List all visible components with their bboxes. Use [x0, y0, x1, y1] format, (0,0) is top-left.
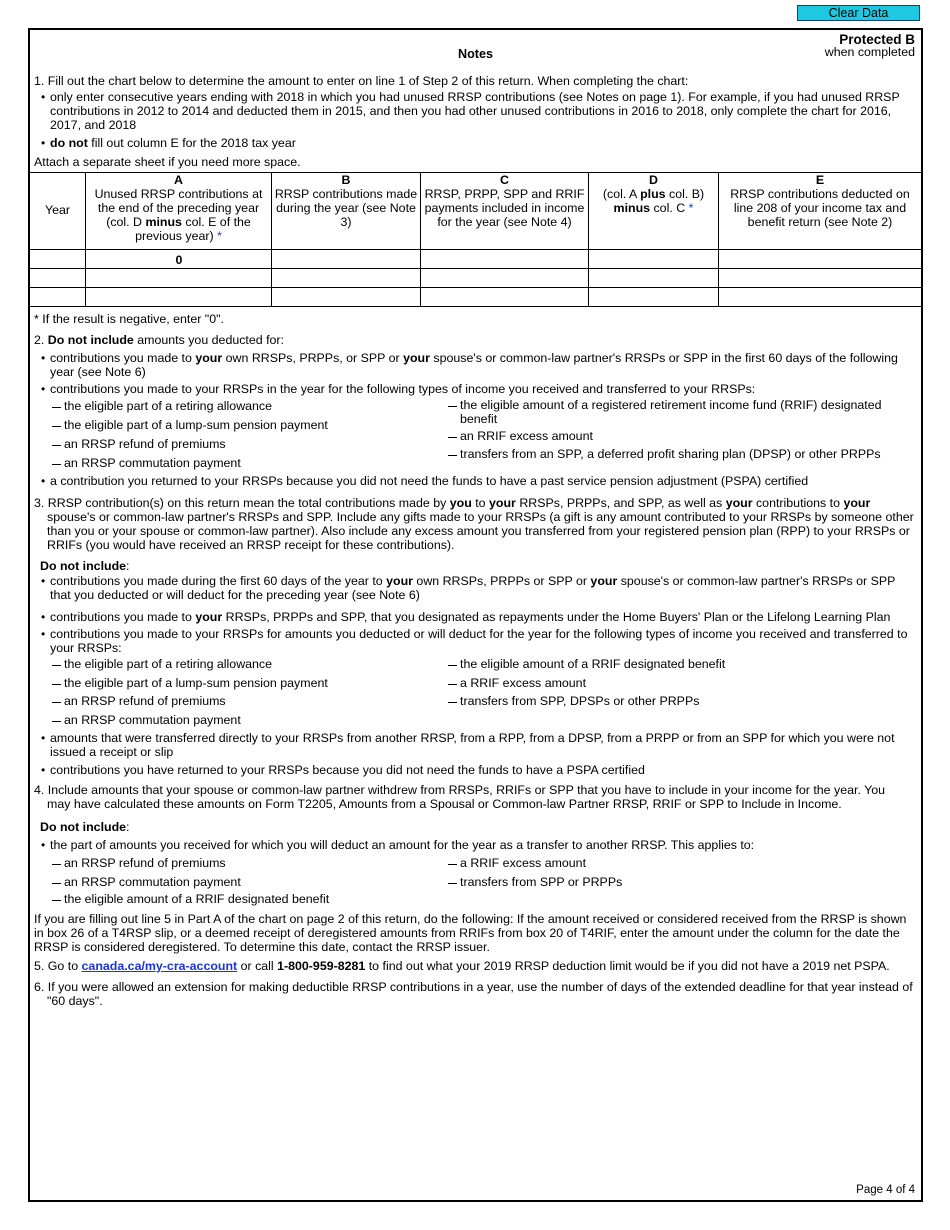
note3-bullet1: • contributions you made during the first 60 days of the year to your own RRSPs, PRPPs or SPP or your spouse's or common-law partner's RRSPs or SPP that you deducted or will deduct for the preceding year (see Note 6) [50, 574, 895, 602]
page-number: Page 4 of 4 [856, 1184, 915, 1196]
row1-col-a-value: 0 [175, 253, 183, 267]
table-rule [30, 306, 921, 307]
table-rule [30, 287, 921, 288]
note3-do-not-include: Do not include: [40, 559, 130, 573]
note4-right-item: a RRIF excess amount [460, 856, 587, 870]
note2-right-item: the eligible amount of a registered retirement income fund (RRIF) designated benefit [460, 398, 882, 426]
note4-bullet1: • the part of amounts you received for which you will deduct an amount for the year as a transfer to another RRSP. This applies to: [50, 838, 754, 852]
note4-do-not-include: Do not include: [40, 820, 130, 834]
note3-bullet5: • contributions you have returned to your RRSPs because you did not need the funds to have a PSPA certified [50, 763, 645, 777]
note3-left-item: the eligible part of a lump-sum pension payment [64, 676, 328, 690]
clear-data-button[interactable]: Clear Data [797, 5, 920, 21]
note5-paragraph: 5. Go to canada.ca/my-cra-account or call 1-800-959-8281 to find out what your 2019 RRSP deduction limit would be if you did not have a 2019 net PSPA. [34, 959, 890, 973]
protected-b: Protected B [839, 32, 915, 47]
note3-paragraph: 3. RRSP contribution(s) on this return mean the total contributions made by you to your RRSPs, PRPPs, and SPP, as well as your contributions to your spouse's or common-law partner's RRSPs and SPP. Include any gifts made to your RRSPs (a gift is any amount contributed to your RRSPs by someone other than you or your spouse or common-law partner). Also include any excess amount you transferred from your registered pension plan (RPP) to your RRSPs or RRIFs (you would have received an RRSP receipt for these contributions). [34, 496, 914, 552]
table-rule [30, 268, 921, 269]
col-a-header: A Unused RRSP contributions at the end of the preceding year (col. D minus col. E of the previous year) * [94, 173, 263, 243]
note3-right-item: a RRIF excess amount [460, 676, 587, 690]
note2-right-item: transfers from an SPP, a deferred profit sharing plan (DPSP) or other PRPPs [460, 447, 881, 461]
note2-right-item: an RRIF excess amount [460, 429, 593, 443]
note2-heading: 2. Do not include amounts you deducted for: [34, 333, 284, 347]
note2-left-item: the eligible part of a lump-sum pension payment [64, 418, 328, 432]
note4-left-item: the eligible amount of a RRIF designated benefit [64, 892, 330, 906]
col-c-header: C RRSP, PRPP, SPP and RRIF payments included in income for the year (see Note 4) [424, 173, 585, 229]
table-rule [30, 249, 921, 250]
form-page [28, 28, 923, 1202]
page-title: Notes [458, 47, 493, 61]
note2-left-item: the eligible part of a retiring allowance [64, 399, 273, 413]
note1-attach: Attach a separate sheet if you need more space. [34, 155, 301, 169]
note6-paragraph: 6. If you were allowed an extension for making deductible RRSP contributions in a year, use the number of days of the extended deadline for that year instead of "60 days". [34, 980, 913, 1008]
note3-left-item: an RRSP refund of premiums [64, 694, 226, 708]
note4-paragraph: 4. Include amounts that your spouse or common-law partner withdrew from RRSPs, RRIFs or SPP that you have to include in your income for the year. You may have calculated these amounts on Form T2205, Amounts from a Spousal or Common-law Partner RRSP, RRIF or SPP to Include in Income. [34, 783, 886, 811]
note1-bullet2: • do not fill out column E for the 2018 tax year [50, 136, 296, 150]
note3-left-item: an RRSP commutation payment [64, 713, 241, 727]
note3-bullet4: • amounts that were transferred directly to your RRSPs from another RRSP, from a RPP, from a DPSP, from a PRPP or from an SPP for which you were not issued a receipt or slip [50, 731, 895, 759]
note1-bullet1: • only enter consecutive years ending with 2018 in which you had unused RRSP contributions (see Notes on page 1). For example, if you had unused RRSP contributions in 2012 to 2014 and deducted them in 2015, and then you had other unused contributions in 2016 to 2018, only complete the chart for 2016, 2017, and 2018 [50, 90, 900, 132]
note2-left-item: an RRSP commutation payment [64, 456, 241, 470]
col-d-header: D (col. A plus col. B) minus col. C * [602, 173, 705, 215]
note3-bullet2: • contributions you made to your RRSPs, PRPPs and SPP, that you designated as repayments under the Home Buyers' Plan or the Lifelong Learning Plan [50, 610, 890, 624]
note2-bullet1: • contributions you made to your own RRSPs, PRPPs, or SPP or your spouse's or common-law partner's RRSPs or SPP in the first 60 days of the following year (see Note 6) [50, 351, 898, 379]
note4-left-item: an RRSP commutation payment [64, 875, 241, 889]
col-e-header: E RRSP contributions deducted on line 208 of your income tax and benefit return (see Note 2) [730, 173, 910, 229]
note3-bullet3: • contributions you made to your RRSPs for amounts you deducted or will deduct for the year for the following types of income you received and transferred to your RRSPs: [50, 627, 907, 655]
note4-line5-paragraph: If you are filling out line 5 in Part A of the chart on page 2 of this return, do the following: If the amount received or considered received from the RRSP is shown in box 26 of a T4RSP slip, or a deemed receipt of deregistered amounts from RRIFs from box 20 of T4RIF, enter the amount under the column for the date the RRSP is considered deregistered. To determine this date, contact the RRSP issuer. [34, 912, 907, 954]
my-cra-account-link[interactable]: canada.ca/my-cra-account [81, 959, 238, 973]
note3-right-item: the eligible amount of a RRIF designated benefit [460, 657, 726, 671]
note2-bullet3: • a contribution you returned to your RRSPs because you did not need the funds to have a past service pension adjustment (PSPA) certified [50, 474, 808, 488]
note4-left-item: an RRSP refund of premiums [64, 856, 226, 870]
col-b-header: B RRSP contributions made during the year (see Note 3) [274, 173, 418, 229]
phone-number: 1-800-959-8281 [277, 959, 366, 973]
when-completed: when completed [824, 45, 915, 59]
note2-left-item: an RRSP refund of premiums [64, 437, 226, 451]
note2-bullet2: • contributions you made to your RRSPs in the year for the following types of income you received and transferred to your RRSPs: [50, 382, 755, 396]
note3-right-item: transfers from SPP, DPSPs or other PRPPs [460, 694, 700, 708]
col-year-header: Year [44, 203, 71, 217]
table-footnote: * If the result is negative, enter "0". [34, 312, 224, 326]
note3-left-item: the eligible part of a retiring allowance [64, 657, 273, 671]
note1-intro: 1. Fill out the chart below to determine the amount to enter on line 1 of Step 2 of this return. When completing the chart: [34, 74, 689, 88]
note4-right-item: transfers from SPP or PRPPs [460, 875, 623, 889]
